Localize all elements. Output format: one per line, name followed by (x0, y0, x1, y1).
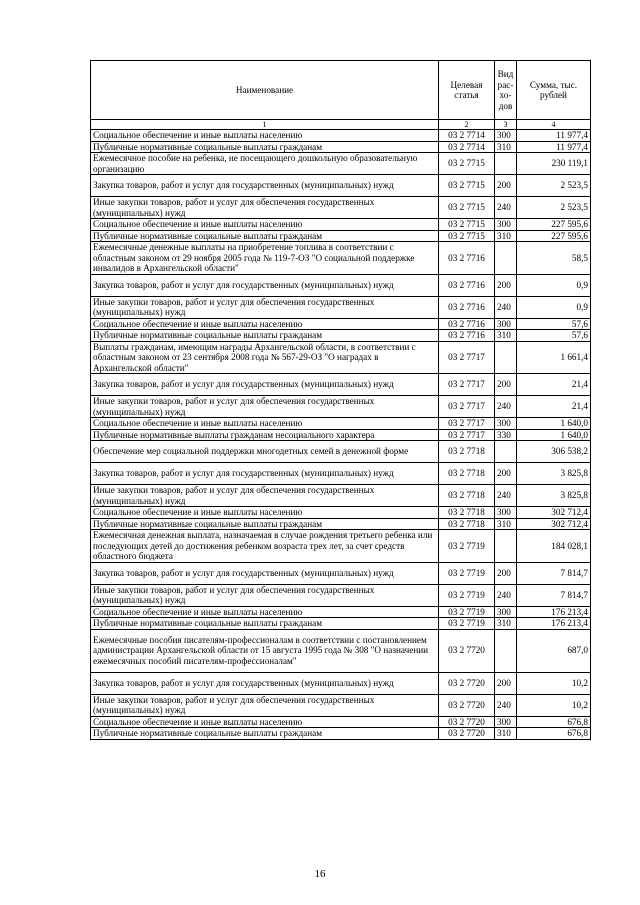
column-number-row (91, 120, 591, 130)
table-row (91, 562, 591, 584)
row-expense-type: 310 (495, 728, 517, 740)
row-name: Закупка товаров, работ и услуг для государственных (муниципальных) нужд (91, 562, 439, 584)
row-target-code: 03 2 7718 (439, 441, 495, 463)
row-target-code: 03 2 7716 (439, 274, 495, 296)
row-expense-type: 300 (495, 130, 517, 142)
row-expense-type (495, 530, 517, 563)
row-expense-type: 300 (495, 219, 517, 231)
row-target-code: 03 2 7719 (439, 584, 495, 606)
table-row (91, 130, 591, 142)
row-name: Публичные нормативные социальные выплаты гражданам (91, 728, 439, 740)
row-expense-type: 240 (495, 584, 517, 606)
row-sum: 57,6 (517, 318, 591, 330)
row-sum: 227 595,6 (517, 230, 591, 242)
row-name: Закупка товаров, работ и услуг для государственных (муниципальных) нужд (91, 463, 439, 485)
row-sum: 302 712,4 (517, 518, 591, 530)
row-name: Закупка товаров, работ и услуг для государственных (муниципальных) нужд (91, 274, 439, 296)
row-sum: 306 538,2 (517, 441, 591, 463)
table-row (91, 230, 591, 242)
row-target-code: 03 2 7719 (439, 530, 495, 563)
row-sum: 3 825,8 (517, 485, 591, 507)
table-row (91, 485, 591, 507)
row-target-code: 03 2 7715 (439, 197, 495, 219)
table-row (91, 463, 591, 485)
row-sum: 11 977,4 (517, 130, 591, 142)
row-expense-type (495, 629, 517, 672)
table-row (91, 341, 591, 374)
column-number: 1 (91, 120, 439, 130)
row-target-code: 03 2 7715 (439, 175, 495, 197)
table-row (91, 330, 591, 342)
table-row (91, 507, 591, 519)
table-row (91, 418, 591, 430)
row-sum: 176 213,4 (517, 606, 591, 618)
table-row (91, 242, 591, 275)
table-row (91, 694, 591, 716)
table-row (91, 584, 591, 606)
row-sum: 21,4 (517, 374, 591, 396)
row-target-code: 03 2 7715 (439, 230, 495, 242)
row-name: Публичные нормативные выплаты гражданам несоциального характера (91, 429, 439, 441)
row-name: Выплаты гражданам, имеющим награды Архангельской области, в соответствии с областным законом от 23 сентября 2008 года № 567-29-ОЗ "О наградах в Архангельской области" (91, 341, 439, 374)
row-target-code: 03 2 7717 (439, 396, 495, 418)
column-number: 2 (439, 120, 495, 130)
row-expense-type: 300 (495, 716, 517, 728)
row-name: Ежемесячное пособие на ребенка, не посещающего дошкольную образовательную организацию (91, 153, 439, 175)
table-row (91, 629, 591, 672)
table-row (91, 396, 591, 418)
row-target-code: 03 2 7717 (439, 374, 495, 396)
row-name: Социальное обеспечение и иные выплаты населению (91, 130, 439, 142)
table-body (91, 130, 591, 740)
row-sum: 10,2 (517, 694, 591, 716)
row-sum: 2 523,5 (517, 175, 591, 197)
row-name: Социальное обеспечение и иные выплаты населению (91, 716, 439, 728)
row-target-code: 03 2 7717 (439, 341, 495, 374)
table-row (91, 672, 591, 694)
row-sum: 676,8 (517, 728, 591, 740)
table-row (91, 141, 591, 153)
row-sum: 302 712,4 (517, 507, 591, 519)
row-sum: 58,5 (517, 242, 591, 275)
row-target-code: 03 2 7714 (439, 141, 495, 153)
row-target-code: 03 2 7718 (439, 507, 495, 519)
row-sum: 176 213,4 (517, 618, 591, 630)
table-row (91, 530, 591, 563)
row-target-code: 03 2 7716 (439, 296, 495, 318)
budget-table (90, 60, 591, 740)
row-target-code: 03 2 7716 (439, 330, 495, 342)
table-row (91, 219, 591, 231)
row-target-code: 03 2 7720 (439, 728, 495, 740)
row-name: Иные закупки товаров, работ и услуг для обеспечения государственных (муниципальных) нужд (91, 485, 439, 507)
row-sum: 7 814,7 (517, 562, 591, 584)
row-expense-type: 240 (495, 485, 517, 507)
column-number: 4 (517, 120, 591, 130)
row-target-code: 03 2 7718 (439, 463, 495, 485)
row-target-code: 03 2 7715 (439, 219, 495, 231)
row-target-code: 03 2 7720 (439, 694, 495, 716)
row-expense-type: 200 (495, 175, 517, 197)
row-name: Иные закупки товаров, работ и услуг для обеспечения государственных (муниципальных) нужд (91, 694, 439, 716)
row-expense-type: 300 (495, 318, 517, 330)
row-sum: 0,9 (517, 274, 591, 296)
table-row (91, 441, 591, 463)
row-expense-type: 200 (495, 274, 517, 296)
row-expense-type: 240 (495, 296, 517, 318)
row-sum: 0,9 (517, 296, 591, 318)
row-name: Социальное обеспечение и иные выплаты населению (91, 219, 439, 231)
row-name: Закупка товаров, работ и услуг для государственных (муниципальных) нужд (91, 374, 439, 396)
row-sum: 230 119,1 (517, 153, 591, 175)
row-target-code: 03 2 7720 (439, 716, 495, 728)
row-expense-type: 240 (495, 197, 517, 219)
table-row (91, 318, 591, 330)
table-row (91, 618, 591, 630)
row-expense-type: 300 (495, 507, 517, 519)
row-name: Публичные нормативные социальные выплаты гражданам (91, 518, 439, 530)
row-name: Социальное обеспечение и иные выплаты населению (91, 318, 439, 330)
row-name: Социальное обеспечение и иные выплаты населению (91, 418, 439, 430)
row-sum: 676,8 (517, 716, 591, 728)
row-sum: 11 977,4 (517, 141, 591, 153)
row-expense-type (495, 441, 517, 463)
row-expense-type: 310 (495, 518, 517, 530)
row-sum: 7 814,7 (517, 584, 591, 606)
table-row (91, 153, 591, 175)
table-row (91, 374, 591, 396)
row-expense-type: 310 (495, 330, 517, 342)
row-name: Социальное обеспечение и иные выплаты населению (91, 507, 439, 519)
row-name: Иные закупки товаров, работ и услуг для обеспечения государственных (муниципальных) нужд (91, 584, 439, 606)
header-name: Наименование (91, 61, 439, 120)
row-expense-type: 200 (495, 463, 517, 485)
row-name: Закупка товаров, работ и услуг для государственных (муниципальных) нужд (91, 175, 439, 197)
table-row (91, 274, 591, 296)
table-row (91, 175, 591, 197)
row-expense-type: 310 (495, 141, 517, 153)
table-row (91, 429, 591, 441)
row-name: Обеспечение мер социальной поддержки многодетных семей в денежной форме (91, 441, 439, 463)
row-name: Ежемесячные денежные выплаты на приобретение топлива в соответствии с областным законом от 29 ноября 2005 года № 119-7-ОЗ "О социальной поддержке инвалидов в Архангельской области" (91, 242, 439, 275)
row-target-code: 03 2 7715 (439, 153, 495, 175)
page-number: 16 (314, 868, 326, 880)
column-number: 3 (495, 120, 517, 130)
table-row (91, 518, 591, 530)
row-sum: 1 661,4 (517, 341, 591, 374)
header-type: Вид рас- хо- дов (495, 61, 517, 120)
row-expense-type: 310 (495, 230, 517, 242)
row-target-code: 03 2 7718 (439, 518, 495, 530)
row-expense-type (495, 242, 517, 275)
row-sum: 3 825,8 (517, 463, 591, 485)
row-name: Иные закупки товаров, работ и услуг для обеспечения государственных (муниципальных) нужд (91, 197, 439, 219)
row-sum: 1 640,0 (517, 429, 591, 441)
row-target-code: 03 2 7718 (439, 485, 495, 507)
row-sum: 184 028,1 (517, 530, 591, 563)
row-expense-type: 240 (495, 694, 517, 716)
row-target-code: 03 2 7717 (439, 418, 495, 430)
table-row (91, 606, 591, 618)
row-sum: 687,0 (517, 629, 591, 672)
row-sum: 10,2 (517, 672, 591, 694)
row-name: Публичные нормативные социальные выплаты гражданам (91, 618, 439, 630)
table-row (91, 716, 591, 728)
row-expense-type: 300 (495, 418, 517, 430)
row-expense-type (495, 153, 517, 175)
row-expense-type: 310 (495, 618, 517, 630)
row-expense-type: 300 (495, 606, 517, 618)
row-name: Публичные нормативные социальные выплаты гражданам (91, 141, 439, 153)
row-name: Социальное обеспечение и иные выплаты населению (91, 606, 439, 618)
table-header (91, 61, 591, 130)
row-sum: 21,4 (517, 396, 591, 418)
row-name: Закупка товаров, работ и услуг для государственных (муниципальных) нужд (91, 672, 439, 694)
row-name: Ежемесячная денежная выплата, назначаемая в случае рождения третьего ребенка или последующих детей до достижения ребенком возраста трех лет, за счет средств областного бюджета (91, 530, 439, 563)
table-row (91, 197, 591, 219)
row-sum: 1 640,0 (517, 418, 591, 430)
row-target-code: 03 2 7714 (439, 130, 495, 142)
row-name: Ежемесячные пособия писателям-профессионалам в соответствии с постановлением администрации Архангельской области от 15 августа 1995 года № 308 "О назначении ежемесячных пособий писателям-профессионалам" (91, 629, 439, 672)
row-target-code: 03 2 7719 (439, 618, 495, 630)
row-target-code: 03 2 7720 (439, 629, 495, 672)
row-target-code: 03 2 7717 (439, 429, 495, 441)
row-sum: 57,6 (517, 330, 591, 342)
row-expense-type: 200 (495, 672, 517, 694)
table-row (91, 728, 591, 740)
row-expense-type (495, 341, 517, 374)
row-target-code: 03 2 7720 (439, 672, 495, 694)
header-code: Целевая статья (439, 61, 495, 120)
table-row (91, 296, 591, 318)
row-target-code: 03 2 7719 (439, 562, 495, 584)
row-expense-type: 200 (495, 562, 517, 584)
row-target-code: 03 2 7716 (439, 242, 495, 275)
row-sum: 2 523,5 (517, 197, 591, 219)
header-sum: Сумма, тыс. рублей (517, 61, 591, 120)
row-name: Публичные нормативные социальные выплаты гражданам (91, 330, 439, 342)
row-target-code: 03 2 7716 (439, 318, 495, 330)
row-expense-type: 200 (495, 374, 517, 396)
row-target-code: 03 2 7719 (439, 606, 495, 618)
row-sum: 227 595,6 (517, 219, 591, 231)
row-name: Иные закупки товаров, работ и услуг для обеспечения государственных (муниципальных) нужд (91, 296, 439, 318)
row-name: Иные закупки товаров, работ и услуг для обеспечения государственных (муниципальных) нужд (91, 396, 439, 418)
row-name: Публичные нормативные социальные выплаты гражданам (91, 230, 439, 242)
row-expense-type: 330 (495, 429, 517, 441)
row-expense-type: 240 (495, 396, 517, 418)
